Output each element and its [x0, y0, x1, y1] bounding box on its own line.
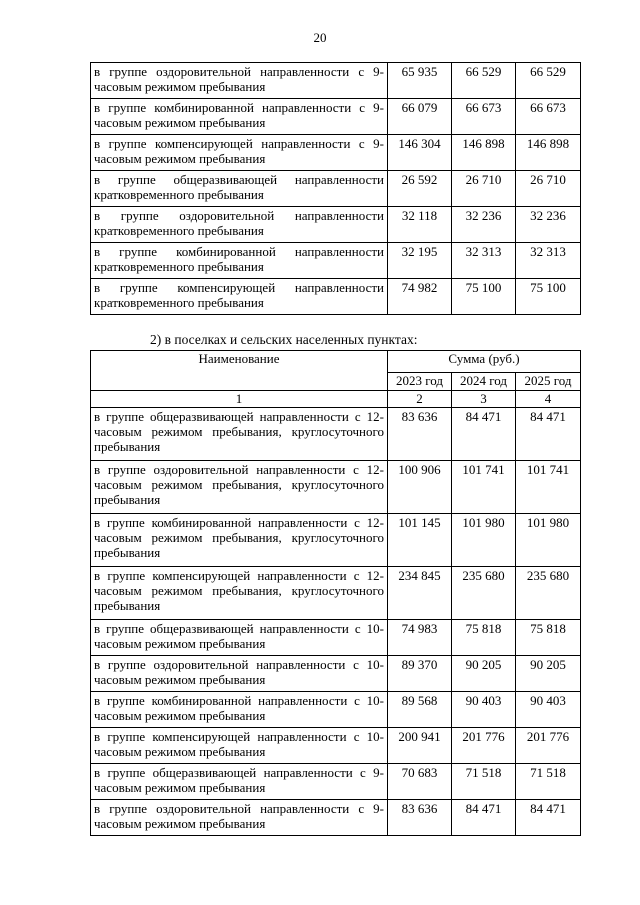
value-2023: 65 935	[388, 63, 452, 99]
value-2023: 101 145	[388, 514, 452, 567]
table-row	[91, 567, 581, 620]
column-number: 3	[452, 391, 516, 408]
row-name: в группе комбинированной направленности с 9-часовым режимом пребывания	[91, 99, 388, 135]
header-sum: Сумма (руб.)	[388, 351, 581, 373]
row-name: в группе общеразвивающей направленности с 10-часовым режимом пребывания	[91, 620, 388, 656]
value-2023: 74 983	[388, 620, 452, 656]
row-name: в группе компенсирующей направленности кратковременного пребывания	[91, 279, 388, 315]
row-name: в группе общеразвивающей направленности с 9-часовым режимом пребывания	[91, 764, 388, 800]
value-2024: 235 680	[452, 567, 516, 620]
value-2024: 84 471	[452, 408, 516, 461]
table-row	[91, 656, 581, 692]
table-row	[91, 207, 581, 243]
value-2025: 101 741	[516, 461, 581, 514]
value-2025: 235 680	[516, 567, 581, 620]
section-caption: 2) в поселках и сельских населенных пунктах:	[150, 332, 418, 347]
value-2023: 66 079	[388, 99, 452, 135]
column-number: 4	[516, 391, 581, 408]
value-2023: 200 941	[388, 728, 452, 764]
value-2024: 90 403	[452, 692, 516, 728]
value-2023: 89 370	[388, 656, 452, 692]
value-2023: 32 195	[388, 243, 452, 279]
value-2024: 75 818	[452, 620, 516, 656]
value-2025: 66 673	[516, 99, 581, 135]
row-name: в группе оздоровительной направленности с 9-часовым режимом пребывания	[91, 63, 388, 99]
value-2025: 90 403	[516, 692, 581, 728]
table-row	[91, 135, 581, 171]
value-2024: 71 518	[452, 764, 516, 800]
table-row	[91, 514, 581, 567]
value-2024: 84 471	[452, 800, 516, 836]
table-row	[91, 99, 581, 135]
value-2025: 84 471	[516, 408, 581, 461]
value-2023: 83 636	[388, 800, 452, 836]
top-table	[90, 62, 581, 315]
row-name: в группе комбинированной направленности кратковременного пребывания	[91, 243, 388, 279]
bottom-table	[90, 350, 581, 836]
header-year-2024: 2024 год	[452, 373, 516, 391]
value-2025: 75 818	[516, 620, 581, 656]
value-2024: 32 236	[452, 207, 516, 243]
table-row	[91, 728, 581, 764]
value-2024: 66 529	[452, 63, 516, 99]
value-2024: 66 673	[452, 99, 516, 135]
table-row	[91, 171, 581, 207]
column-number: 2	[388, 391, 452, 408]
table-row	[91, 800, 581, 836]
value-2023: 74 982	[388, 279, 452, 315]
value-2025: 32 313	[516, 243, 581, 279]
table-row	[91, 620, 581, 656]
value-2024: 146 898	[452, 135, 516, 171]
row-name: в группе комбинированной направленности с 12-часовым режимом пребывания, круглосуточного пребывания	[91, 514, 388, 567]
column-numbers-row	[91, 391, 581, 408]
value-2025: 146 898	[516, 135, 581, 171]
value-2024: 32 313	[452, 243, 516, 279]
value-2023: 146 304	[388, 135, 452, 171]
value-2025: 66 529	[516, 63, 581, 99]
row-name: в группе оздоровительной направленности кратковременного пребывания	[91, 207, 388, 243]
value-2024: 101 741	[452, 461, 516, 514]
value-2025: 90 205	[516, 656, 581, 692]
value-2024: 75 100	[452, 279, 516, 315]
value-2025: 71 518	[516, 764, 581, 800]
value-2024: 101 980	[452, 514, 516, 567]
row-name: в группе компенсирующей направленности с 10-часовым режимом пребывания	[91, 728, 388, 764]
header-year-2023: 2023 год	[388, 373, 452, 391]
value-2024: 90 205	[452, 656, 516, 692]
value-2023: 83 636	[388, 408, 452, 461]
value-2025: 32 236	[516, 207, 581, 243]
value-2025: 84 471	[516, 800, 581, 836]
column-number: 1	[91, 391, 388, 408]
row-name: в группе комбинированной направленности с 10-часовым режимом пребывания	[91, 692, 388, 728]
page-number: 20	[313, 30, 327, 45]
value-2025: 101 980	[516, 514, 581, 567]
header-year-2025: 2025 год	[516, 373, 581, 391]
row-name: в группе общеразвивающей направленности с 12-часовым режимом пребывания, круглосуточного пребывания	[91, 408, 388, 461]
row-name: в группе компенсирующей направленности с 12-часовым режимом пребывания, круглосуточного пребывания	[91, 567, 388, 620]
value-2023: 234 845	[388, 567, 452, 620]
value-2025: 201 776	[516, 728, 581, 764]
table-row	[91, 764, 581, 800]
value-2023: 32 118	[388, 207, 452, 243]
value-2024: 26 710	[452, 171, 516, 207]
row-name: в группе оздоровительной направленности с 10-часовым режимом пребывания	[91, 656, 388, 692]
value-2023: 70 683	[388, 764, 452, 800]
value-2025: 26 710	[516, 171, 581, 207]
header-name: Наименование	[91, 351, 388, 391]
header-row	[91, 351, 581, 373]
row-name: в группе компенсирующей направленности с 9-часовым режимом пребывания	[91, 135, 388, 171]
row-name: в группе общеразвивающей направленности кратковременного пребывания	[91, 171, 388, 207]
value-2023: 89 568	[388, 692, 452, 728]
value-2023: 100 906	[388, 461, 452, 514]
table-row	[91, 461, 581, 514]
table-row	[91, 408, 581, 461]
table-row	[91, 692, 581, 728]
row-name: в группе оздоровительной направленности с 12-часовым режимом пребывания, круглосуточного пребывания	[91, 461, 388, 514]
row-name: в группе оздоровительной направленности с 9-часовым режимом пребывания	[91, 800, 388, 836]
value-2025: 75 100	[516, 279, 581, 315]
value-2023: 26 592	[388, 171, 452, 207]
value-2024: 201 776	[452, 728, 516, 764]
table-row	[91, 243, 581, 279]
table-row	[91, 63, 581, 99]
table-row	[91, 279, 581, 315]
